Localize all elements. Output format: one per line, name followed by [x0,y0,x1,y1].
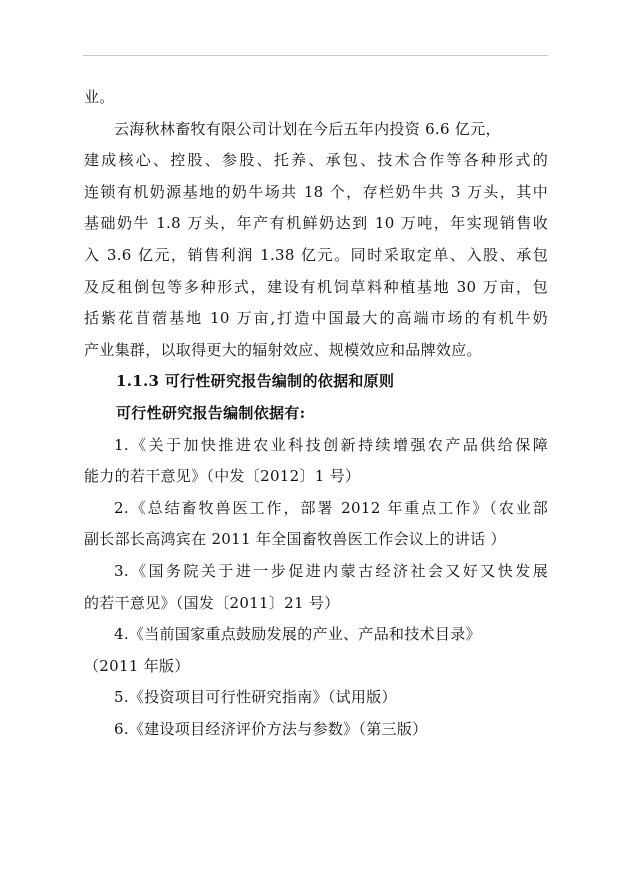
text-line: 基础奶牛 1.8 万头，年产有机鲜奶达到 10 万吨，年实现销售收 [84,214,548,233]
text-line: 产业集群，以取得更大的辐射效应、规模效应和品牌效应。 [84,340,482,359]
text-line: 云海秋林畜牧有限公司计划在今后五年内投资 6.6 亿元， [114,119,501,138]
text-line: 括紫花苜蓿基地 10 万亩,打造中国最大的高端市场的有机牛奶 [84,309,548,328]
reference-item-continued: 副长部长高鸿宾在 2011 年全国畜牧兽医工作会议上的讲话 ） [84,530,506,549]
text-line: 及反租倒包等多种形式，建设有机饲草料种植基地 30 万亩，包 [84,277,548,296]
subsection-heading: 可行性研究报告编制依据有: [116,403,306,422]
reference-item: 1.《关于加快推进农业科技创新持续增强农产品供给保障 [114,435,548,454]
text-line: 业。 [84,88,115,106]
reference-item: 2.《总结畜牧兽医工作，部署 2012 年重点工作》（农业部 [114,498,548,517]
reference-item: 4.《当前国家重点鼓励发展的产业、产品和技术目录》 [114,625,481,644]
reference-item-continued: 的若干意见》（国发〔2011〕21 号） [84,593,340,612]
text-line: 建成核心、控股、参股、托养、承包、技术合作等各种形式的 [84,151,548,170]
reference-item-continued: （2011 年版） [84,656,190,675]
document-body [84,82,548,745]
reference-item: 3.《国务院关于进一步促进内蒙古经济社会又好又快发展 [114,561,548,580]
reference-item: 5.《投资项目可行性研究指南》（试用版） [114,688,397,707]
header-rule [83,55,548,56]
reference-item: 6.《建设项目经济评价方法与参数》（第三版） [114,719,428,738]
text-line: 连锁有机奶源基地的奶牛场共 18 个，存栏奶牛共 3 万头，其中 [84,182,548,201]
reference-item-continued: 能力的若干意见》（中发〔2012〕1 号） [84,467,361,486]
section-heading: 1.1.3 可行性研究报告编制的依据和原则 [116,372,395,391]
text-line: 入 3.6 亿元，销售利润 1.38 亿元。同时采取定单、入股、承包 [84,245,548,264]
